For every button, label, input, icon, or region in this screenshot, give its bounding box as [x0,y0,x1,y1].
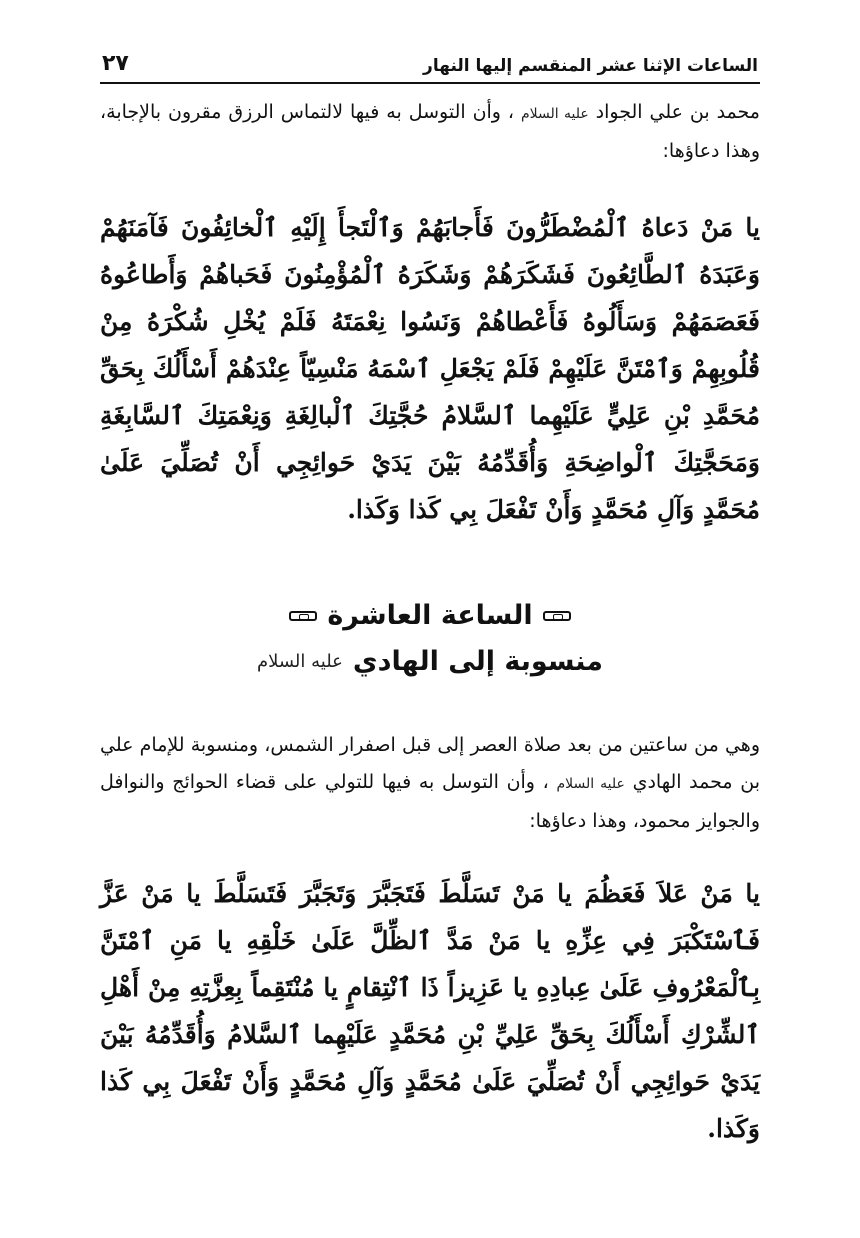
honorific-glyph: عليه السلام [256,651,343,672]
ornament-icon [289,611,317,621]
intro-1-text-before: محمد بن علي الجواد [595,101,760,123]
section-title-line [100,593,760,639]
section-heading [100,593,760,685]
intro-paragraph-1 [100,94,760,170]
running-title: الساعات الإثنا عشر المنقسم إليها النهار [423,56,758,76]
intro-paragraph-2 [100,727,760,840]
supplication-2: يا مَنْ عَلاَ فَعَظُمَ يا مَنْ تَسَلَّطَ فَتَجَبَّرَ وَتَجَبَّرَ فَتَسَلَّطَ يا مَنْ عَزَّ فَٱسْتَكْبَرَ فِي عِزِّهِ يا مَنْ مَدَّ ٱلظِّلَّ عَلَىٰ خَلْقِهِ يا مَنِ ٱمْتَنَّ بِٱلْمَعْرُوفِ عَلَىٰ عِبادِهِ يا عَزِيزاً ذَا ٱنْتِقامٍ يا مُنْتَقِماً بِعِزَّتِهِ مِنْ أَهْلِ ٱلشِّرْكِ أَسْأَلُكَ بِحَقِّ عَلِيِّ بْنِ مُحَمَّدٍ عَلَيْهِما ٱلسَّلامُ وَأُقَدِّمُهُ بَيْنَ يَدَيْ حَوائِجِي أَنْ تُصَلِّيَ عَلَىٰ مُحَمَّدٍ وَآلِ مُحَمَّدٍ وَأَنْ تَفْعَلَ بِي كَذا وَكَذا. [100,879,760,1143]
honorific-glyph: عليه السلام [520,106,589,122]
section-title: الساعة العاشرة [327,600,533,631]
book-page [100,40,760,1152]
honorific-glyph: عليه السلام [556,776,625,792]
ornament-icon [543,611,571,621]
page-header [100,40,760,84]
intro-2-text-after: ، وأن التوسل به فيها للتولي على قضاء الحوائج والنوافل والجوايز محمود، وهذا دعاؤها: [100,771,760,832]
intro-1-text-after: ، وأن التوسل به فيها لالتماس الرزق مقرون بالإجابة، وهذا دعاؤها: [100,101,760,162]
section-subtitle-line [100,639,760,685]
intro-2-text-before: وهي من ساعتين من بعد صلاة العصر إلى قبل اصفرار الشمس، ومنسوبة للإمام علي بن محمد الهادي [100,734,760,793]
section-subtitle: منسوبة إلى الهادي [352,646,604,677]
supplication-1: يا مَنْ دَعاهُ ٱلْمُضْطَرُّونَ فَأَجابَهُمْ وَٱلْتَجأَ إِلَيْهِ ٱلْخائِفُونَ فَآمَنَهُمْ وَعَبَدَهُ ٱلطَّائِعُونَ فَشَكَرَهُمْ وَشَكَرَهُ ٱلْمُؤْمِنُونَ فَحَباهُمْ وَأَطاعُوهُ فَعَصَمَهُمْ وَسَأَلُوهُ فَأَعْطاهُمْ وَنَسُوا نِعْمَتَهُ فَلَمْ يُخْلِ شُكْرَهُ مِنْ قُلُوبِهِمْ وَٱمْتَنَّ عَلَيْهِمْ فَلَمْ يَجْعَلِ ٱسْمَهُ مَنْسِيّاً عِنْدَهُمْ أَسْأَلُكَ بِحَقِّ مُحَمَّدِ بْنِ عَلِيٍّ عَلَيْهِما ٱلسَّلامُ حُجَّتِكَ ٱلْبالِغَةِ وَنِعْمَتِكَ ٱلسَّابِغَةِ وَمَحَجَّتِكَ ٱلْواضِحَةِ وَأُقَدِّمُهُ بَيْنَ يَدَيْ حَوائِجِي أَنْ تُصَلِّيَ عَلَىٰ مُحَمَّدٍ وَآلِ مُحَمَّدٍ وَأَنْ تَفْعَلَ بِي كَذا وَكَذا. [100,213,760,524]
page-number: ٢٧ [102,51,129,76]
